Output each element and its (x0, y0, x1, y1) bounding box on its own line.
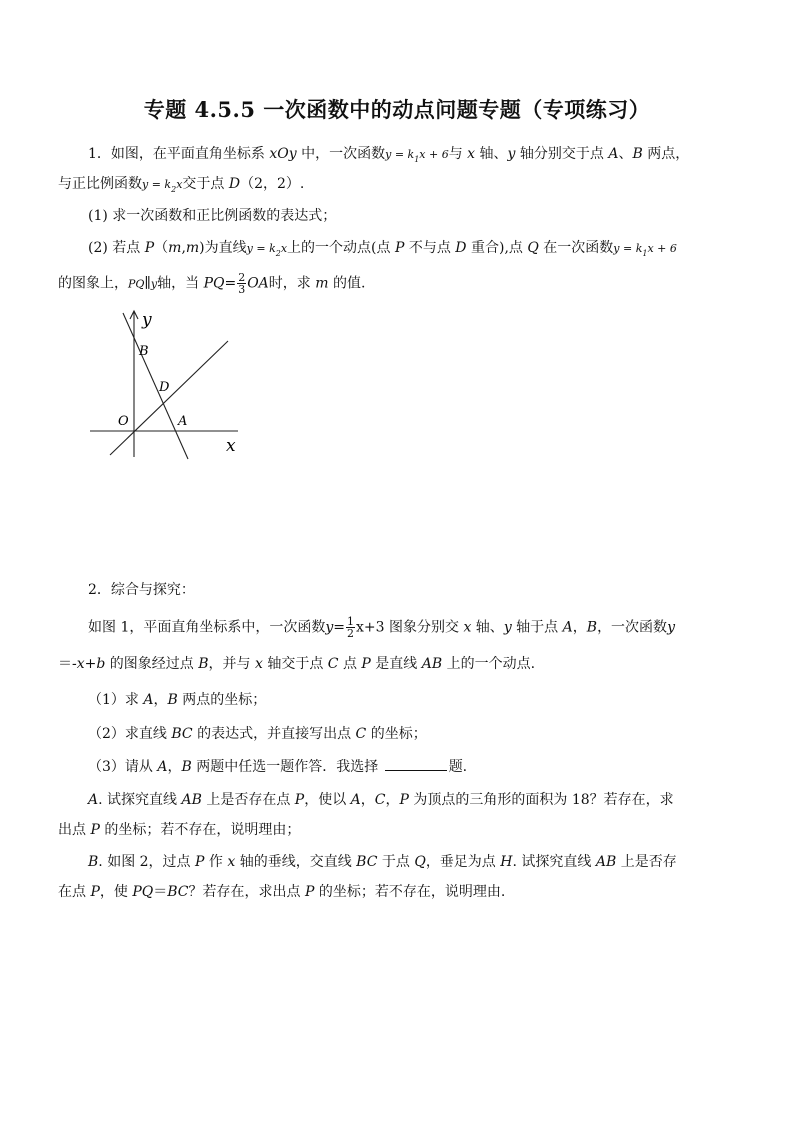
q2-text: 出点 (58, 822, 91, 838)
q2-text: ，使以 (304, 792, 351, 808)
q1-text: 与 (448, 146, 468, 162)
q2-text: （3）请从 (88, 759, 158, 775)
q1-function-2-tail: x (176, 178, 183, 191)
q1-function-2-subscript: 2 (171, 184, 177, 194)
q1-text: 上的一个动点(点 (287, 240, 395, 256)
q1-text: 的值. (328, 275, 366, 292)
page-title: 专题 4.5.5 一次函数中的动点问题专题（专项练习） (143, 97, 651, 122)
q2-text: 轴、 (471, 619, 504, 636)
q2-line-ab: AB (181, 792, 202, 808)
q1-text: 、 (618, 146, 633, 162)
q2-text: 两点的坐标； (177, 692, 267, 708)
q1-function-2-tail: x (280, 242, 288, 255)
q1-text: 中，一次函数 (296, 146, 386, 162)
q1-text: 1．如图，在平面直角坐标系 (88, 146, 270, 162)
q1-part-1: (1) 求一次函数和正比例函数的表达式； (88, 208, 337, 224)
q1-fraction-numerator: 2 (238, 271, 246, 284)
q2-line-bc: BC (356, 854, 378, 870)
q2-text: ，垂足为点 (425, 854, 501, 870)
q1-text: 轴，当 (157, 275, 204, 292)
q2-text: 为顶点的三角形的面积为 18？若存在，求 (408, 792, 674, 808)
q2-text: 上的一个动点. (442, 656, 536, 672)
q1-stem-line-1 (88, 144, 689, 170)
q2-text: 上是否存在点 (201, 792, 295, 808)
q2-line-ab: AB (421, 656, 443, 672)
q2-point-q: Q (414, 854, 426, 870)
q2-line-1 (88, 616, 675, 639)
q1-function-2: y = k (246, 242, 276, 255)
q2-x: x (227, 854, 236, 870)
q1-coordinate-system: xOy (269, 146, 297, 162)
q2-point-a: A (562, 619, 573, 636)
q1-point-p: P (394, 240, 405, 256)
q2-text: 点 (338, 656, 362, 672)
q2-text: . 如图 2，过点 (98, 854, 196, 870)
q2-text: 上是否存 (616, 854, 677, 870)
q2-text: x+3 图象分别交 (356, 619, 464, 636)
q2-text: 于点 (377, 854, 415, 870)
q1-function-1: y = k (385, 148, 415, 161)
q2-text: ＝ (153, 884, 168, 900)
line-od (110, 341, 228, 455)
q2-point-p: P (399, 792, 409, 808)
q2-text: ？若存在，求出点 (188, 884, 305, 900)
q2-y: y (325, 619, 334, 636)
q2-line-ab: AB (595, 854, 617, 870)
q2-point-p: P (294, 792, 305, 808)
q2-text: ， (360, 792, 375, 808)
q2-text: ，使 (99, 884, 133, 900)
q2-point-b: B (181, 759, 192, 775)
label-x: x (226, 436, 236, 456)
label-y: y (142, 310, 152, 330)
q2-text: ， (385, 792, 400, 808)
q2-y: y (503, 619, 512, 636)
q1-text: , (181, 240, 186, 256)
q1-function-1-subscript: 1 (414, 154, 420, 164)
q1-pq: PQ (128, 277, 145, 291)
label-a: A (178, 414, 188, 429)
q1-stem-line-2 (58, 174, 304, 200)
q2-fraction (346, 616, 355, 639)
q2-text: 的表达式，并直接写出点 (192, 726, 356, 742)
label-o: O (118, 414, 129, 429)
label-d: D (159, 380, 170, 395)
q2-text: ＝ (58, 656, 72, 672)
q2-option-a-label: A (88, 792, 99, 808)
q1-oa: OA (247, 275, 269, 292)
q2-line-bc: BC (167, 884, 189, 900)
q1-point-b: B (632, 146, 643, 162)
q1-fraction (237, 272, 246, 295)
q2-sub-3 (88, 756, 467, 777)
q2-text: ，一次函数 (597, 619, 668, 636)
q1-y: y (507, 146, 516, 162)
q2-x: x (463, 619, 472, 636)
q2-text: ， (167, 759, 182, 775)
q1-fraction-denominator: 3 (238, 283, 246, 296)
q2-point-p: P (90, 822, 100, 838)
q1-function-1: y = k (613, 242, 643, 255)
q2-point-c: C (327, 656, 339, 672)
q2-y: y (667, 619, 675, 636)
q1-point-p: P (144, 240, 155, 256)
q1-text: 两点， (642, 146, 690, 162)
q2-text: ，并与 (208, 656, 255, 672)
q1-text: 轴、 (475, 146, 508, 162)
q1-function-2-subscript: 2 (275, 248, 281, 258)
q2-text: = (333, 619, 346, 636)
q2-option-b-line-2 (58, 882, 505, 902)
q2-text: 的坐标；若不存在，说明理由. (314, 884, 506, 900)
q2-point-p: P (195, 854, 205, 870)
q2-point-b: B (586, 619, 598, 636)
q1-m: m (185, 240, 200, 256)
q2-option-b-label: B (88, 854, 99, 870)
q2-fraction-denominator: 2 (347, 627, 355, 640)
q1-text: 的图象上， (58, 275, 128, 292)
q2-point-b: B (198, 656, 209, 672)
q2-sub-1 (88, 690, 266, 710)
q2-point-b: B (167, 692, 178, 708)
q1-function-2: y = k (142, 178, 172, 191)
q2-text: . 试探究直线 (98, 792, 182, 808)
label-b: B (139, 344, 149, 359)
q1-point-a: A (608, 146, 619, 162)
q2-text: （2）求直线 (88, 726, 172, 742)
q2-option-a-line-2 (58, 820, 300, 840)
q2-option-a-line-1 (88, 790, 674, 810)
q2-point-p: P (90, 884, 100, 900)
q2-text: 的坐标； (366, 726, 427, 742)
q2-point-h: H (500, 854, 513, 870)
q1-part-2-cont (58, 272, 365, 295)
q1-y: y (150, 277, 158, 291)
q2-x: x (254, 656, 263, 672)
q2-text: 是直线 (370, 656, 422, 672)
q2-text: 的坐标；若不存在，说明理由； (99, 822, 301, 838)
q2-text: 轴于点 (511, 619, 563, 636)
q2-text: 题. (448, 759, 468, 775)
q2-text: 轴交于点 (262, 656, 328, 672)
q2-text: ， (572, 619, 587, 636)
q2-point-c: C (374, 792, 386, 808)
q2-text: 轴的垂线，交直线 (235, 854, 357, 870)
q1-point-q: Q (527, 240, 539, 256)
q1-figure (86, 305, 256, 465)
q1-m: m (168, 240, 182, 256)
q2-text: 在点 (58, 884, 91, 900)
q2-text: ， (153, 692, 168, 708)
q1-text: 交于点 (182, 176, 229, 192)
q2-expression: -x+b (72, 656, 106, 672)
q1-text: 不与点 (404, 240, 456, 256)
q1-text: 重合),点 (466, 240, 528, 256)
q2-text: 如图 1，平面直角坐标系中，一次函数 (88, 619, 326, 636)
q1-text: 轴分别交于点 (515, 146, 609, 162)
q2-text: （1）求 (88, 692, 144, 708)
q2-fraction-numerator: 1 (347, 615, 355, 628)
q2-point-a: A (157, 759, 168, 775)
q2-text: . 试探究直线 (512, 854, 596, 870)
q1-x: x (467, 146, 476, 162)
q1-m: m (315, 275, 329, 292)
q1-function-1-tail: x + 6 (419, 148, 449, 161)
q1-part-2 (88, 238, 677, 264)
q2-point-a: A (143, 692, 154, 708)
q1-text: ∥ (144, 275, 151, 292)
q1-text: 时，求 (268, 275, 316, 292)
coordinate-figure (86, 305, 256, 465)
q1-text: 在一次函数 (538, 240, 614, 256)
q2-sub-2 (88, 724, 427, 744)
q1-text: (2) 若点 (88, 240, 145, 256)
line-ab (123, 313, 188, 459)
q2-text: 作 (204, 854, 228, 870)
q1-point-d: D (455, 240, 467, 256)
q2-line-bc: BC (171, 726, 193, 742)
q2-point-a: A (350, 792, 361, 808)
q1-text: )为直线 (199, 240, 247, 256)
q2-pq: PQ (132, 884, 154, 900)
q2-point-p: P (361, 656, 371, 672)
q2-line-2 (58, 654, 535, 674)
q1-function-1-tail: x + 6 (647, 242, 677, 255)
q1-text: （ (154, 240, 169, 256)
q2-point-c: C (355, 726, 367, 742)
answer-blank[interactable] (385, 756, 447, 771)
q1-pq-eq: PQ= (203, 275, 237, 292)
q2-option-b-line-1 (88, 852, 677, 872)
q1-point-d: D (228, 176, 241, 192)
q2-heading: 2．综合与探究： (88, 582, 195, 598)
q1-text: 与正比例函数 (58, 176, 142, 192)
q2-text: 的图象经过点 (105, 656, 199, 672)
q1-text: （2，2）. (240, 176, 305, 192)
q1-function-1-subscript: 1 (642, 248, 648, 258)
q2-point-p: P (304, 884, 315, 900)
q2-text: 两题中任选一题作答．我选择 (191, 759, 383, 775)
